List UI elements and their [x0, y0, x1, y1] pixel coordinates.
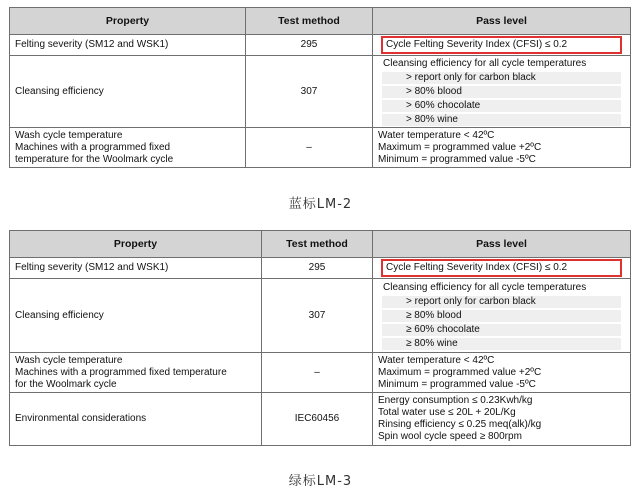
property-line: temperature for the Woolmark cycle [15, 153, 174, 165]
property-line: Wash cycle temperature [15, 129, 123, 141]
pass-level-line: Water temperature < 42ºC [378, 129, 495, 141]
property-cell: Felting severity (SM12 and WSK1) [10, 258, 262, 279]
pass-level-subitem: ≥ 80% wine [382, 337, 621, 350]
pass-level-subitem: ≥ 60% chocolate [382, 323, 621, 336]
property-cell: Cleansing efficiency [10, 279, 262, 353]
property-cell: Environmental considerations [10, 393, 262, 446]
table-row [10, 258, 631, 279]
caption-lm3: 绿标LM-3 [288, 474, 353, 489]
pass-level-line: Total water use ≤ 20L + 20L/Kg [378, 407, 516, 418]
table-lm2 [9, 7, 631, 168]
header-pass-level: Pass level [373, 8, 631, 35]
test-method-cell: 295 [246, 35, 373, 56]
property-line: for the Woolmark cycle [15, 378, 117, 390]
property-line: Wash cycle temperature [15, 354, 123, 366]
property-cell [10, 128, 246, 168]
test-method-cell: – [262, 353, 373, 393]
test-method-cell: 307 [262, 279, 373, 353]
table-header-row [10, 8, 631, 35]
caption-lm2: 蓝标LM-2 [288, 197, 353, 212]
header-test-method: Test method [246, 8, 373, 35]
pass-level-cell [373, 353, 631, 393]
pass-level-line: Energy consumption ≤ 0.23Kwh/kg [378, 395, 533, 406]
pass-level-line: Water temperature < 42ºC [378, 354, 495, 366]
property-line: Machines with a programmed fixed temperature [15, 366, 227, 378]
pass-level-line: Minimum = programmed value -5ºC [378, 378, 536, 390]
pass-level-line: Maximum = programmed value +2ºC [378, 366, 542, 378]
header-test-method: Test method [262, 231, 373, 258]
pass-level-cell [373, 393, 631, 446]
pass-level-line: Minimum = programmed value -5ºC [378, 153, 536, 165]
table-row [10, 279, 631, 353]
table-lm3 [9, 230, 631, 446]
pass-level-line: Rinsing efficiency ≤ 0.25 meq(alk)/kg [378, 419, 542, 430]
highlight-box: Cycle Felting Severity Index (CFSI) ≤ 0.2 [381, 36, 622, 54]
table-row [10, 393, 631, 446]
table-row [10, 35, 631, 56]
property-cell: Cleansing efficiency [10, 56, 246, 128]
test-method-cell: 295 [262, 258, 373, 279]
test-method-cell: IEC60456 [262, 393, 373, 446]
pass-level-subitem: > report only for carbon black [382, 71, 621, 84]
pass-level-subitem: ≥ 80% blood [382, 309, 621, 322]
table-row [10, 128, 631, 168]
pass-level-subitem: > report only for carbon black [382, 295, 621, 308]
pass-level-subitem: > 60% chocolate [382, 99, 621, 112]
pass-level-cell [373, 279, 631, 353]
pass-level-cell [373, 258, 631, 279]
property-cell [10, 353, 262, 393]
pass-level-line: Maximum = programmed value +2ºC [378, 141, 542, 153]
pass-level-cell [373, 56, 631, 128]
header-pass-level: Pass level [373, 231, 631, 258]
pass-level-line: Cleansing efficiency for all cycle temperatures [383, 281, 587, 293]
table-row [10, 56, 631, 128]
table-header-row [10, 231, 631, 258]
pass-level-subitem: > 80% wine [382, 113, 621, 126]
test-method-cell: 307 [246, 56, 373, 128]
pass-level-line: Cleansing efficiency for all cycle temperatures [383, 57, 587, 69]
header-property: Property [10, 231, 262, 258]
property-line: Machines with a programmed fixed [15, 141, 171, 153]
pass-level-cell [373, 35, 631, 56]
pass-level-subitem: > 80% blood [382, 85, 621, 98]
header-property: Property [10, 8, 246, 35]
property-cell: Felting severity (SM12 and WSK1) [10, 35, 246, 56]
test-method-cell: – [246, 128, 373, 168]
table-row [10, 353, 631, 393]
highlight-box: Cycle Felting Severity Index (CFSI) ≤ 0.2 [381, 259, 622, 277]
pass-level-line: Spin wool cycle speed ≥ 800rpm [378, 431, 522, 442]
pass-level-cell [373, 128, 631, 168]
